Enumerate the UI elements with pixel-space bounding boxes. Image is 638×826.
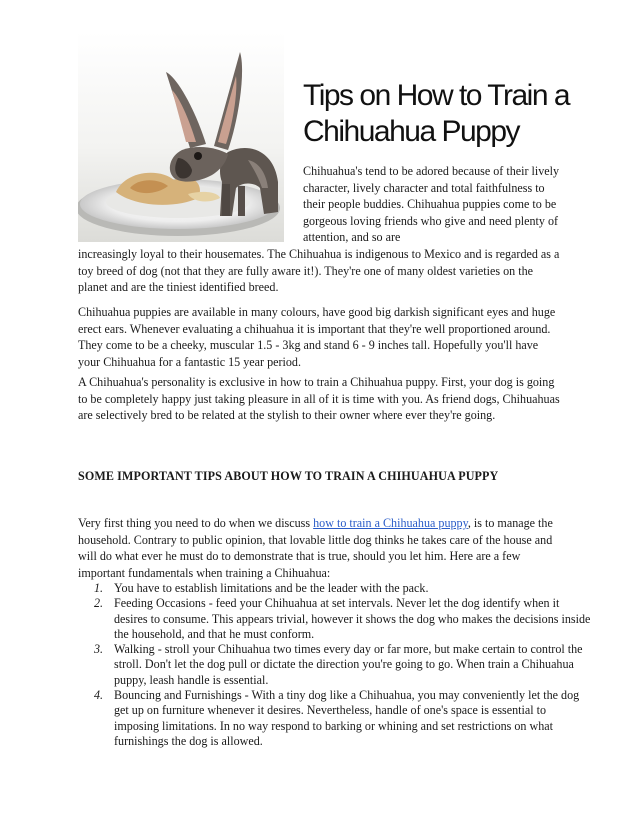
train-chihuahua-link[interactable]: how to train a Chihuahua puppy [313,516,468,530]
paragraph-household-intro: Very first thing you need to do when we discuss [78,516,314,530]
chihuahua-photo [78,32,284,242]
intro-paragraph-side: Chihuahua's tend to be adored because of their lively character, lively character and total faithfulness to their people buddies. Chihuahua puppies come to be gorgeous loving friends who give and need plenty of attention, and so are [303,164,560,245]
list-item-text: You have to establish limitations and be the leader with the pack. [114,581,429,595]
list-item [94,581,594,596]
paragraph-household [78,515,562,581]
section-heading: SOME IMPORTANT TIPS ABOUT HOW TO TRAIN A CHIHUAHUA PUPPY [78,469,499,483]
list-item-number: 2. [94,596,104,611]
list-item [94,688,594,749]
page-title: Tips on How to Train a Chihuahua Puppy [303,79,570,148]
list-item-number: 1. [94,581,104,595]
tips-list [78,581,594,749]
list-item-number: 4. [94,688,104,703]
intro-paragraph-continued: increasingly loyal to their housemates. The Chihuahua is indigenous to Mexico and is regarded as a toy breed of dog (not that they are fully aware it!). They're one of many oldest varieties on the planet and are the tiniest identified breed. [78,247,560,295]
paragraph-personality: A Chihuahua's personality is exclusive in how to train a Chihuahua puppy. First, your dog is going to be completely happy just taking pleasure in all of it is time with you. As friend dogs, Chihuahuas are selectively bred to be related at the stylish to their owner where ever they're going. [78,375,560,423]
list-item [94,642,594,688]
paragraph-colours: Chihuahua puppies are available in many colours, have good big darkish significant eyes and huge erect ears. Whenever evaluating a chihuahua it is important that they're well proportioned around. They come to be a cheeky, muscular 1.5 - 3kg and stand 6 - 9 inches tall. Hopefully you'll have your Chihuahua for a fantastic 15 year period. [78,305,556,369]
list-item-text: Bouncing and Furnishings - With a tiny dog like a Chihuahua, you may conveniently let the dog get up on furniture whenever it desires. Nevertheless, handle of one's space is essential to imposing limitations. In no way respond to barking or whining and set restrictions on what furnishings the dog is allowed. [114,688,580,748]
list-item-text: Feeding Occasions - feed your Chihuahua at set intervals. Never let the dog identify when it desires to consume. This appears trivial, however it shows the dog who makes the decisions inside the household, and that he must conform. [114,596,591,641]
list-item-number: 3. [94,642,104,657]
paragraph-household-rest: , is to manage the household. Contrary to public opinion, that lovable little dog thinks he takes care of the house and will do what ever he must do to demonstrate that is true, should you let him. Here are a few important fundamentals when training a Chihuahua: [78,516,553,580]
list-item-text: Walking - stroll your Chihuahua two times every day or far more, but make certain to control the stroll. Don't let the dog pull or dictate the direction you're going to go. When train a Chihuahua puppy, leash handle is essential. [114,642,583,687]
list-item [94,596,594,642]
